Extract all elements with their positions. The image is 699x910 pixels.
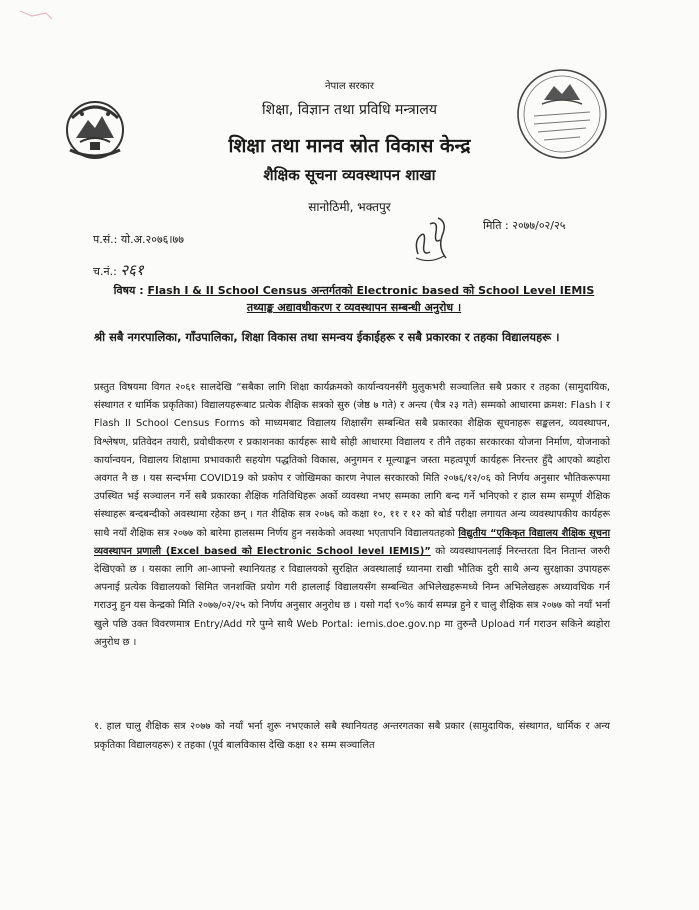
body-text-part1: प्रस्तुत विषयमा विगत २०६१ सालदेखि “सबैका लागि शिक्षा कार्यक्रमको कार्यान्वयनसँगै मुलुकभरी सञ्चालित सबै प्रकार र तहका (सामुदायिक, संस्थागत र धार्मिक प्रकृतिका) विद्यालयहरूबाट प्रत्येक शैक्षिक सत्रको सुरु (जेष्ठ ७ गते) र अन्त्य (चैत्र २३ गते) सम्मको आधारमा क्रमश: Flash I र Flash II School Census Forms को माध्यमबाट विद्यालय शिक्षासँग सम्बन्धित सबै प्रकारका शैक्षिक सूचनाहरू सङ्कलन, व्यवस्थापन, विश्लेषण, प्रतिवेदन तयारी, प्रवोधीकरण र प्रकाशनका कार्यहरू साथै सोही आधारमा विद्यालय र तीनै तहका सरकारका योजना निर्माण, योजनाको कार्यान्वयन, विद्यालय शिक्षामा प्रभावकारी सहयोग पद्धतिको विकास, अनुगमन र मूल्याङ्कन जस्ता महत्वपूर्ण कार्यहरू निरन्तर हुँदै आएको ब्यहोरा अवगत नै छ । यस सन्दर्भमा COVID19 को प्रकोप र जोखिमका कारण नेपाल सरकारको मिति २०७६/१२/०६ को निर्णय अनुसार भौतिकरूपमा उपस्थित भई सञ्चालन गर्ने सबै प्रकारका शैक्षिक गतिविधिहरू अर्को व्यवस्था नभए सम्मका लागि बन्द गर्ने भनिएको र हाल सम्म सम्पूर्ण शैक्षिक संस्थाहरू बन्दबन्दीको अवस्थामा रहेका छन् । गत शैक्षिक सत्र २०७६ को कक्षा १०, ११ र १२ को बोर्ड परीक्षा लगायत अन्य व्यवस्थापकीय कार्यहरू साथै नयाँ शैक्षिक सत्र २०७७ को बारेमा हालसम्म निर्णय हुन नसकेको अवस्था भएतापनि विद्यालयतहको	[94, 382, 610, 539]
body-paragraph	[94, 379, 610, 652]
letter-date: मिति : २०७७/०२/२५	[483, 219, 566, 232]
dispatch-value: २६१	[120, 261, 144, 279]
dispatch-number	[93, 260, 144, 280]
reference-number: प.सं.: यो.अ.२०७६।७७	[93, 233, 184, 246]
government-name: नेपाल सरकार	[325, 81, 374, 92]
body-text-part2: को व्यवस्थापनलाई निरन्तरता दिन नितान्त जरुरी देखिएको छ । यसका लागि आ-आफ्नो स्थानियतह र विद्यालयको सुरक्षित अवस्थालाई ध्यानमा राखी भौतिक दुरी साथै अन्य सुरक्षाका उपायहरू अपनाई प्रत्येक विद्यालयको सिमित जनशक्ति प्रयोग गरी हाललाई विद्यालयसँग सम्बन्धित अभिलेखहरूमध्ये निम्न अभिलेखहरू अध्यावधिक गर्न गराउनु हुन यस केन्द्रको मिति २०७७/०२/२५ को निर्णय अनुसार अनुरोध छ । यसो गर्दा ९०% कार्य सम्पन्न हुने र चालु शैक्षिक सत्र २०७७ को नयाँ भर्ना खुले पछि उक्त विवरणमात्र Entry/Add गरे पुग्ने साथै Web Portal: iemis.doe.gov.np मा तुरुन्तै Upload गर्न गराउन सकिने ब्यहोरा अनुरोध छ ।	[94, 545, 610, 648]
section-name: शैक्षिक सूचना व्यवस्थापन शाखा	[263, 166, 436, 184]
office-address: सानोठिमी, भक्तपुर	[308, 200, 391, 214]
subject-text-line1: Flash I & II School Census अन्तर्गतको Electronic based को School Level IEMIS	[147, 284, 595, 297]
subject-text-line2: तथ्याङ्क अद्यावधीकरण र व्यवस्थापन सम्बन्धी अनुरोध ।	[246, 301, 462, 314]
subject-label: विषय :	[113, 284, 144, 297]
handwritten-register-number	[410, 214, 450, 266]
ministry-name: शिक्षा, विज्ञान तथा प्रविधि मन्त्रालय	[262, 102, 437, 118]
dispatch-label: च.नं.:	[93, 265, 117, 278]
addressee: श्री सबै नगरपालिका, गाँउपालिका, शिक्षा विकास तथा समन्वय ईकाईहरू र सबै प्रकारका र तहका विद्यालयहरू ।	[94, 330, 560, 344]
paper-stain	[18, 8, 54, 22]
centre-name: शिक्षा तथा मानव स्रोत विकास केन्द्र	[228, 135, 471, 157]
subject-line	[104, 282, 604, 316]
body-underlined-system-name: विद्युतीय “एकिकृत विद्यालय शैक्षिक सूचना व्यवस्थापन प्रणाली (Excel based को Electronic School level IEMIS)”	[94, 527, 610, 557]
point-1: १. हाल चालु शैक्षिक सत्र २०७७ को नयाँ भर्ना शुरू नभएकाले सबै स्थानियतह अन्तरगतका सबै प्रकार (सामुदायिक, संस्थागत, धार्मिक र अन्य प्रकृतिका विद्यालयहरू) र तहका (पूर्व बालविकास देखि कक्षा १२ सम्म सञ्चालित	[94, 721, 610, 751]
